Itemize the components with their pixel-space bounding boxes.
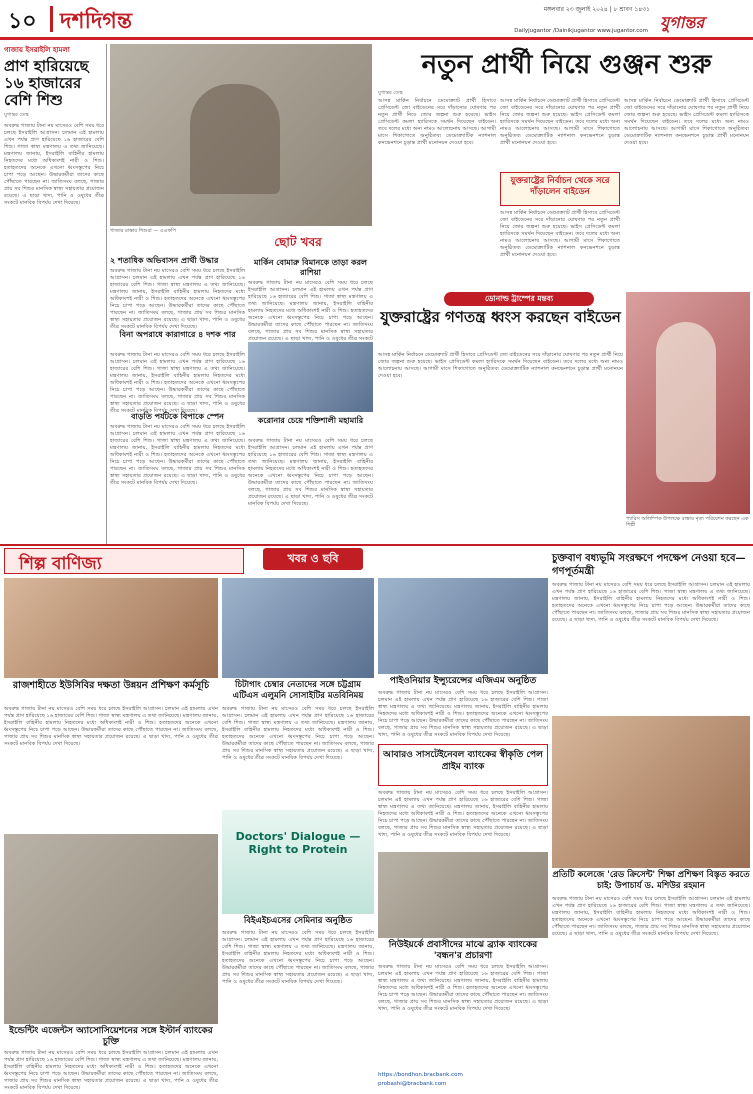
small-news-2-body: অবরুদ্ধ গাজায় টানা নয় মাসেরও বেশি সময় ধরে চলছে ইসরাইলি আগ্রাসন। চলমান এই হামলায় এখন পর্যন্ত প্রাণ হারিয়েছে ১৬ হাজারের বেশি শিশু। গাজা স্বাস্থ্য মন্ত্রণালয় এ তথ্য জানিয়েছে। মন্ত্রণালয় জানায়, ইসরাইলি বাহিনীর হামলায় নিহতদের মধ্যে অধিকাংশই নারী ও শিশু। হতাহতদের অনেকে এখনো ধ্বংসস্তূপের নিচে চাপা পড়ে আছেন। উদ্ধারকর্মীরা তাদের কাছে পৌঁছাতে পারছেন না। জাতিসংঘ বলছে, গাজার প্রায় সব শিশুর মানসিক স্বাস্থ্য সহায়তার প্রয়োজন রয়েছে। এ ছাড়া খাদ্য, পানি ও ওষুধের তীব্র সংকটে মানবিক বিপর্যয় দেখা দিয়েছে।	[110, 352, 245, 414]
story-prime: আবারও সাসটেইনেবল ব্যাংকের স্বীকৃতি পেল প্রাইম ব্যাংক	[383, 750, 543, 772]
left-story	[4, 44, 104, 544]
banner-text: Doctors' Dialogue — Right to Protein	[235, 830, 361, 856]
top-body-col1: আসন্ন মার্কিন নির্বাচনে ডেমোক্র্যাট প্রার্থী হিসাবে প্রেসিডেন্ট জো বাইডেনের সরে দাঁড়ানোর ঘোষণার পর নতুন প্রার্থী নিয়ে জোর জল্পনা শুরু হয়েছে। ভাইস প্রেসিডেন্ট কমলা হ্যারিসকে সমর্থন দিয়েছেন বাইডেন। তবে দলের মধ্যে অন্য নামও আলোচনায় আসছে। আগামী মাসে শিকাগোতে অনুষ্ঠিতব্য ডেমোক্র্যাটিক ন্যাশনাল কনভেনশনে চূড়ান্ত প্রার্থী মনোনয়ন দেওয়া হবে।	[378, 98, 496, 146]
story-college-body: অবরুদ্ধ গাজায় টানা নয় মাসেরও বেশি সময় ধরে চলছে ইসরাইলি আগ্রাসন। চলমান এই হামলায় এখন পর্যন্ত প্রাণ হারিয়েছে ১৬ হাজারের বেশি শিশু। গাজা স্বাস্থ্য মন্ত্রণালয় এ তথ্য জানিয়েছে। মন্ত্রণালয় জানায়, ইসরাইলি বাহিনীর হামলায় নিহতদের মধ্যে অধিকাংশই নারী ও শিশু। হতাহতদের অনেকে এখনো ধ্বংসস্তূপের নিচে চাপা পড়ে আছেন। উদ্ধারকর্মীরা তাদের কাছে পৌঁছাতে পারছেন না। জাতিসংঘ বলছে, গাজার প্রায় সব শিশুর মানসিক স্বাস্থ্য সহায়তার প্রয়োজন রয়েছে। এ ছাড়া খাদ্য, পানি ও ওষুধের তীব্র সংকটে মানবিক বিপর্যয় দেখা দিয়েছে।	[552, 896, 750, 937]
dancer-photo	[626, 292, 750, 514]
trump-body: আসন্ন মার্কিন নির্বাচনে ডেমোক্র্যাট প্রার্থী হিসাবে প্রেসিডেন্ট জো বাইডেনের সরে দাঁড়ানোর ঘোষণার পর নতুন প্রার্থী নিয়ে জোর জল্পনা শুরু হয়েছে। ভাইস প্রেসিডেন্ট কমলা হ্যারিসকে সমর্থন দিয়েছেন বাইডেন। তবে দলের মধ্যে অন্য নামও আলোচনায় আসছে। আগামী মাসে শিকাগোতে অনুষ্ঠিতব্য ডেমোক্র্যাটিক ন্যাশনাল কনভেনশনে চূড়ান্ত প্রার্থী মনোনয়ন দেওয়া হবে।	[378, 352, 623, 379]
brac-link[interactable]: https://bondhon.bracbank.com	[378, 1072, 463, 1078]
story-ministry-body: অবরুদ্ধ গাজায় টানা নয় মাসেরও বেশি সময় ধরে চলছে ইসরাইলি আগ্রাসন। চলমান এই হামলায় এখন পর্যন্ত প্রাণ হারিয়েছে ১৬ হাজারের বেশি শিশু। গাজা স্বাস্থ্য মন্ত্রণালয় এ তথ্য জানিয়েছে। মন্ত্রণালয় জানায়, ইসরাইলি বাহিনীর হামলায় নিহতদের মধ্যে অধিকাংশই নারী ও শিশু। হতাহতদের অনেকে এখনো ধ্বংসস্তূপের নিচে চাপা পড়ে আছেন। উদ্ধারকর্মীরা তাদের কাছে পৌঁছাতে পারছেন না। জাতিসংঘ বলছে, গাজার প্রায় সব শিশুর মানসিক স্বাস্থ্য সহায়তার প্রয়োজন রয়েছে। এ ছাড়া খাদ্য, পানি ও ওষুধের তীব্র সংকটে মানবিক বিপর্যয় দেখা দিয়েছে।	[552, 582, 750, 623]
left-kicker: গাজায় ইসরাইলি হামলা	[4, 46, 70, 54]
story-behs: বিইএইচএসের সেমিনার অনুষ্ঠিত	[243, 916, 353, 926]
business-section-label: শিল্প বাণিজ্য	[4, 548, 244, 574]
small-news-2: বিনা অপরাধে কারাগারে ৪ দশক পার	[119, 330, 236, 339]
top-body-col2: আসন্ন মার্কিন নির্বাচনে ডেমোক্র্যাট প্রার্থী হিসাবে প্রেসিডেন্ট জো বাইডেনের সরে দাঁড়ানোর ঘোষণার পর নতুন প্রার্থী নিয়ে জোর জল্পনা শুরু হয়েছে। ভাইস প্রেসিডেন্ট কমলা হ্যারিসকে সমর্থন দিয়েছেন বাইডেন। তবে দলের মধ্যে অন্য নামও আলোচনায় আসছে। আগামী মাসে শিকাগোতে অনুষ্ঠিতব্য ডেমোক্র্যাটিক ন্যাশনাল কনভেনশনে চূড়ান্ত প্রার্থী মনোনয়ন দেওয়া হবে।	[500, 98, 620, 146]
story-brac-body: অবরুদ্ধ গাজায় টানা নয় মাসেরও বেশি সময় ধরে চলছে ইসরাইলি আগ্রাসন। চলমান এই হামলায় এখন পর্যন্ত প্রাণ হারিয়েছে ১৬ হাজারের বেশি শিশু। গাজা স্বাস্থ্য মন্ত্রণালয় এ তথ্য জানিয়েছে। মন্ত্রণালয় জানায়, ইসরাইলি বাহিনীর হামলায় নিহতদের মধ্যে অধিকাংশই নারী ও শিশু। হতাহতদের অনেকে এখনো ধ্বংসস্তূপের নিচে চাপা পড়ে আছেন। উদ্ধারকর্মীরা তাদের কাছে পৌঁছাতে পারছেন না। জাতিসংঘ বলছে, গাজার প্রায় সব শিশুর মানসিক স্বাস্থ্য সহায়তার প্রয়োজন রয়েছে। এ ছাড়া খাদ্য, পানি ও ওষুধের তীব্র সংকটে মানবিক বিপর্যয় দেখা দিয়েছে।	[378, 964, 548, 1012]
story-ucb: রাজশাহীতে ইউসিবির দক্ষতা উন্নয়ন প্রশিক্ষণ কর্মসূচি	[12, 680, 210, 691]
top-body-col2b: আসন্ন মার্কিন নির্বাচনে ডেমোক্র্যাট প্রার্থী হিসাবে প্রেসিডেন্ট জো বাইডেনের সরে দাঁড়ানোর ঘোষণার পর নতুন প্রার্থী নিয়ে জোর জল্পনা শুরু হয়েছে। ভাইস প্রেসিডেন্ট কমলা হ্যারিসকে সমর্থন দিয়েছেন বাইডেন। তবে দলের মধ্যে অন্য নামও আলোচনায় আসছে। আগামী মাসে শিকাগোতে অনুষ্ঠিতব্য ডেমোক্র্যাটিক ন্যাশনাল কনভেনশনে চূড়ান্ত প্রার্থী মনোনয়ন দেওয়া হবে।	[500, 210, 620, 258]
left-headline: প্রাণ হারিয়েছে ১৬ হাজারের বেশি শিশু	[4, 57, 89, 109]
small-news-label: ছোট খবর	[274, 235, 322, 249]
small-news-1: ২ শতাধিক অভিবাসন প্রার্থী উদ্ধার	[110, 256, 219, 265]
small-news-1-body: অবরুদ্ধ গাজায় টানা নয় মাসেরও বেশি সময় ধরে চলছে ইসরাইলি আগ্রাসন। চলমান এই হামলায় এখন পর্যন্ত প্রাণ হারিয়েছে ১৬ হাজারের বেশি শিশু। গাজা স্বাস্থ্য মন্ত্রণালয় এ তথ্য জানিয়েছে। মন্ত্রণালয় জানায়, ইসরাইলি বাহিনীর হামলায় নিহতদের মধ্যে অধিকাংশই নারী ও শিশু। হতাহতদের অনেকে এখনো ধ্বংসস্তূপের নিচে চাপা পড়ে আছেন। উদ্ধারকর্মীরা তাদের কাছে পৌঁছাতে পারছেন না। জাতিসংঘ বলছে, গাজার প্রায় সব শিশুর মানসিক স্বাস্থ্য সহায়তার প্রয়োজন রয়েছে। এ ছাড়া খাদ্য, পানি ও ওষুধের তীব্র সংকটে মানবিক বিপর্যয় দেখা দিয়েছে।	[110, 268, 245, 330]
college-photo	[552, 716, 750, 868]
section-title: দশদিগন্ত	[60, 9, 133, 34]
story-ministry: চুক্তবাণ বধ্যভূমি সংরক্ষণে পদক্ষেপ নেওয়া হবে—গণপূর্তমন্ত্রী	[552, 553, 746, 577]
small-news-4: মার্কিন বোমারু বিমানকে তাড়া করল রাশিয়া	[254, 258, 367, 277]
small-news-5: করোনার চেয়ে শক্তিশালী মহামারি	[257, 416, 364, 425]
story-ebl-body: অবরুদ্ধ গাজায় টানা নয় মাসেরও বেশি সময় ধরে চলছে ইসরাইলি আগ্রাসন। চলমান এই হামলায় এখন পর্যন্ত প্রাণ হারিয়েছে ১৬ হাজারের বেশি শিশু। গাজা স্বাস্থ্য মন্ত্রণালয় এ তথ্য জানিয়েছে। মন্ত্রণালয় জানায়, ইসরাইলি বাহিনীর হামলায় নিহতদের মধ্যে অধিকাংশই নারী ও শিশু। হতাহতদের অনেকে এখনো ধ্বংসস্তূপের নিচে চাপা পড়ে আছেন। উদ্ধারকর্মীরা তাদের কাছে পৌঁছাতে পারছেন না। জাতিসংঘ বলছে, গাজার প্রায় সব শিশুর মানসিক স্বাস্থ্য সহায়তার প্রয়োজন রয়েছে। এ ছাড়া খাদ্য, পানি ও ওষুধের তীব্র সংকটে মানবিক বিপর্যয় দেখা দিয়েছে।	[4, 1050, 218, 1091]
photo-figure	[656, 322, 716, 482]
trump-headline: যুক্তরাষ্ট্রের গণতন্ত্র ধ্বংস করছেন বাইডেন	[380, 308, 621, 326]
small-news-4-body: অবরুদ্ধ গাজায় টানা নয় মাসেরও বেশি সময় ধরে চলছে ইসরাইলি আগ্রাসন। চলমান এই হামলায় এখন পর্যন্ত প্রাণ হারিয়েছে ১৬ হাজারের বেশি শিশু। গাজা স্বাস্থ্য মন্ত্রণালয় এ তথ্য জানিয়েছে। মন্ত্রণালয় জানায়, ইসরাইলি বাহিনীর হামলায় নিহতদের মধ্যে অধিকাংশই নারী ও শিশু। হতাহতদের অনেকে এখনো ধ্বংসস্তূপের নিচে চাপা পড়ে আছেন। উদ্ধারকর্মীরা তাদের কাছে পৌঁছাতে পারছেন না। জাতিসংঘ বলছে, গাজার প্রায় সব শিশুর মানসিক স্বাস্থ্য সহায়তার প্রয়োজন রয়েছে। এ ছাড়া খাদ্য, পানি ও ওষুধের তীব্র সংকটে	[248, 280, 373, 342]
story-chamber-body: অবরুদ্ধ গাজায় টানা নয় মাসেরও বেশি সময় ধরে চলছে ইসরাইলি আগ্রাসন। চলমান এই হামলায় এখন পর্যন্ত প্রাণ হারিয়েছে ১৬ হাজারের বেশি শিশু। গাজা স্বাস্থ্য মন্ত্রণালয় এ তথ্য জানিয়েছে। মন্ত্রণালয় জানায়, ইসরাইলি বাহিনীর হামলায় নিহতদের মধ্যে অধিকাংশই নারী ও শিশু। হতাহতদের অনেকে এখনো ধ্বংসস্তূপের নিচে চাপা পড়ে আছেন। উদ্ধারকর্মীরা তাদের কাছে পৌঁছাতে পারছেন না। জাতিসংঘ বলছে, গাজার প্রায় সব শিশুর মানসিক স্বাস্থ্য সহায়তার প্রয়োজন রয়েছে। এ ছাড়া খাদ্য, পানি ও ওষুধের তীব্র সংকটে মানবিক বিপর্যয় দেখা দিয়েছে।	[222, 706, 374, 761]
top-headline: নতুন প্রার্থী নিয়ে গুঞ্জন শুরু	[421, 50, 712, 80]
left-byline: যুগান্তর ডেস্ক	[4, 112, 29, 118]
story-ucb-body: অবরুদ্ধ গাজায় টানা নয় মাসেরও বেশি সময় ধরে চলছে ইসরাইলি আগ্রাসন। চলমান এই হামলায় এখন পর্যন্ত প্রাণ হারিয়েছে ১৬ হাজারের বেশি শিশু। গাজা স্বাস্থ্য মন্ত্রণালয় এ তথ্য জানিয়েছে। মন্ত্রণালয় জানায়, ইসরাইলি বাহিনীর হামলায় নিহতদের মধ্যে অধিকাংশই নারী ও শিশু। হতাহতদের অনেকে এখনো ধ্বংসস্তূপের নিচে চাপা পড়ে আছেন। উদ্ধারকর্মীরা তাদের কাছে পৌঁছাতে পারছেন না। জাতিসংঘ বলছে, গাজার প্রায় সব শিশুর মানসিক স্বাস্থ্য সহায়তার প্রয়োজন রয়েছে। এ ছাড়া খাদ্য, পানি ও ওষুধের তীব্র সংকটে মানবিক বিপর্যয় দেখা দিয়েছে।	[4, 706, 218, 747]
date-line: মঙ্গলবার ২৩ জুলাই ২০২৪ | ৮ শ্রাবণ ১৪৩১	[543, 6, 650, 13]
page-number: ১০	[8, 9, 37, 34]
newspaper-logo: যুগান্তর	[660, 13, 705, 32]
story-ebl: ইন্ডেন্টিং এজেন্টস অ্যাসোসিয়েশনের সঙ্গে ইস্টার্ন ব্যাংকের চুক্তি	[9, 1026, 213, 1047]
ebl-photo	[4, 834, 218, 1024]
inset-headline: যুক্তরাষ্ট্রের নির্বাচন থেকে সরে দাঁড়ালেন বাইডেন	[510, 176, 610, 197]
gaza-caption: গাজার রাস্তায় শিশুরা — এএফপি	[110, 228, 176, 234]
top-body-col3: আসন্ন মার্কিন নির্বাচনে ডেমোক্র্যাট প্রার্থী হিসাবে প্রেসিডেন্ট জো বাইডেনের সরে দাঁড়ানোর ঘোষণার পর নতুন প্রার্থী নিয়ে জোর জল্পনা শুরু হয়েছে। ভাইস প্রেসিডেন্ট কমলা হ্যারিসকে সমর্থন দিয়েছেন বাইডেন। তবে দলের মধ্যে অন্য নামও আলোচনায় আসছে। আগামী মাসে শিকাগোতে অনুষ্ঠিতব্য ডেমোক্র্যাটিক ন্যাশনাল কনভেনশনে চূড়ান্ত প্রার্থী মনোনয়ন দেওয়া হবে।	[624, 98, 749, 146]
chamber-photo	[222, 578, 374, 678]
story-pioneer-body: অবরুদ্ধ গাজায় টানা নয় মাসেরও বেশি সময় ধরে চলছে ইসরাইলি আগ্রাসন। চলমান এই হামলায় এখন পর্যন্ত প্রাণ হারিয়েছে ১৬ হাজারের বেশি শিশু। গাজা স্বাস্থ্য মন্ত্রণালয় এ তথ্য জানিয়েছে। মন্ত্রণালয় জানায়, ইসরাইলি বাহিনীর হামলায় নিহতদের মধ্যে অধিকাংশই নারী ও শিশু। হতাহতদের অনেকে এখনো ধ্বংসস্তূপের নিচে চাপা পড়ে আছেন। উদ্ধারকর্মীরা তাদের কাছে পৌঁছাতে পারছেন না। জাতিসংঘ বলছে, গাজার প্রায় সব শিশুর মানসিক স্বাস্থ্য সহায়তার প্রয়োজন রয়েছে। এ ছাড়া খাদ্য, পানি ও ওষুধের তীব্র সংকটে মানবিক বিপর্যয় দেখা দিয়েছে।	[378, 690, 548, 738]
story-pioneer: পাইওনিয়ার ইন্স্যুরেন্সের এজিএম অনুষ্ঠিত	[389, 676, 537, 686]
small-news-3-body: অবরুদ্ধ গাজায় টানা নয় মাসেরও বেশি সময় ধরে চলছে ইসরাইলি আগ্রাসন। চলমান এই হামলায় এখন পর্যন্ত প্রাণ হারিয়েছে ১৬ হাজারের বেশি শিশু। গাজা স্বাস্থ্য মন্ত্রণালয় এ তথ্য জানিয়েছে। মন্ত্রণালয় জানায়, ইসরাইলি বাহিনীর হামলায় নিহতদের মধ্যে অধিকাংশই নারী ও শিশু। হতাহতদের অনেকে এখনো ধ্বংসস্তূপের নিচে চাপা পড়ে আছেন। উদ্ধারকর্মীরা তাদের কাছে পৌঁছাতে পারছেন না। জাতিসংঘ বলছে, গাজার প্রায় সব শিশুর মানসিক স্বাস্থ্য সহায়তার প্রয়োজন রয়েছে। এ ছাড়া খাদ্য, পানি ও ওষুধের তীব্র সংকটে মানবিক বিপর্যয় দেখা দিয়েছে।	[110, 424, 245, 486]
social-links[interactable]: Dailyjugantor /Dainikjugantor www.jugantor.com	[514, 28, 648, 34]
dancer-caption: প্যারিস অলিম্পিক উপলক্ষে রাস্তায় নৃত্য পরিবেশন করছেন এক শিল্পী	[626, 516, 749, 528]
brac-email[interactable]: probashi@bracbank.com	[378, 1081, 447, 1087]
story-college: প্রতিটি কলেজে 'রেড ক্রিসেন্ট' শিক্ষা প্রশিক্ষণ বিস্তৃত করতে চাই: উপাচার্য ড. মশিউর রহমান	[552, 870, 750, 891]
top-byline: যুগান্তর ডেস্ক	[378, 90, 403, 96]
pioneer-photo	[378, 578, 548, 674]
brac-photo	[378, 852, 548, 938]
photo-figure	[190, 84, 280, 194]
story-brac: নিউইয়র্কে প্রবাসীদের মাঝে ব্র্যাক ব্যাংকের 'বন্ধন'র প্রচারণা	[388, 940, 538, 961]
small-news-5-body: অবরুদ্ধ গাজায় টানা নয় মাসেরও বেশি সময় ধরে চলছে ইসরাইলি আগ্রাসন। চলমান এই হামলায় এখন পর্যন্ত প্রাণ হারিয়েছে ১৬ হাজারের বেশি শিশু। গাজা স্বাস্থ্য মন্ত্রণালয় এ তথ্য জানিয়েছে। মন্ত্রণালয় জানায়, ইসরাইলি বাহিনীর হামলায় নিহতদের মধ্যে অধিকাংশই নারী ও শিশু। হতাহতদের অনেকে এখনো ধ্বংসস্তূপের নিচে চাপা পড়ে আছেন। উদ্ধারকর্মীরা তাদের কাছে পৌঁছাতে পারছেন না। জাতিসংঘ বলছে, গাজার প্রায় সব শিশুর মানসিক স্বাস্থ্য সহায়তার প্রয়োজন রয়েছে। এ ছাড়া খাদ্য, পানি ও ওষুধের তীব্র সংকটে মানবিক বিপর্যয় দেখা দিয়েছে।	[248, 438, 373, 507]
story-behs-body: অবরুদ্ধ গাজায় টানা নয় মাসেরও বেশি সময় ধরে চলছে ইসরাইলি আগ্রাসন। চলমান এই হামলায় এখন পর্যন্ত প্রাণ হারিয়েছে ১৬ হাজারের বেশি শিশু। গাজা স্বাস্থ্য মন্ত্রণালয় এ তথ্য জানিয়েছে। মন্ত্রণালয় জানায়, ইসরাইলি বাহিনীর হামলায় নিহতদের মধ্যে অধিকাংশই নারী ও শিশু। হতাহতদের অনেকে এখনো ধ্বংসস্তূপের নিচে চাপা পড়ে আছেন। উদ্ধারকর্মীরা তাদের কাছে পৌঁছাতে পারছেন না। জাতিসংঘ বলছে, গাজার প্রায় সব শিশুর মানসিক স্বাস্থ্য সহায়তার প্রয়োজন রয়েছে। এ ছাড়া খাদ্য, পানি ও ওষুধের তীব্র সংকটে মানবিক বিপর্যয় দেখা দিয়েছে।	[222, 930, 374, 985]
prime-box	[378, 744, 548, 786]
story-chamber: চিটাগাং চেম্বার নেতাদের সঙ্গে চট্টগ্রাম এটিএস এলুমনি সোসাইটির মতবিনিময়	[232, 680, 364, 701]
trump-label: ডোনাল্ড ট্রাম্পের মন্তব্য	[444, 292, 594, 306]
photo-news-label: খবর ও ছবি	[263, 548, 363, 570]
header-divider	[50, 6, 53, 32]
masked-photo	[248, 342, 373, 412]
small-news-3: বাড়তি পর্যটকে বিপাকে স্পেন	[131, 412, 224, 421]
page-header	[0, 0, 753, 40]
left-body: অবরুদ্ধ গাজায় টানা নয় মাসেরও বেশি সময় ধরে চলছে ইসরাইলি আগ্রাসন। চলমান এই হামলায় এখন পর্যন্ত প্রাণ হারিয়েছে ১৬ হাজারের বেশি শিশু। গাজা স্বাস্থ্য মন্ত্রণালয় এ তথ্য জানিয়েছে। মন্ত্রণালয় জানায়, ইসরাইলি বাহিনীর হামলায় নিহতদের মধ্যে অধিকাংশই নারী ও শিশু। হতাহতদের অনেকে এখনো ধ্বংসস্তূপের নিচে চাপা পড়ে আছেন। উদ্ধারকর্মীরা তাদের কাছে পৌঁছাতে পারছেন না। জাতিসংঘ বলছে, গাজার প্রায় সব শিশুর মানসিক স্বাস্থ্য সহায়তার প্রয়োজন রয়েছে। এ ছাড়া খাদ্য, পানি ও ওষুধের তীব্র সংকটে মানবিক বিপর্যয় দেখা দিয়েছে।	[4, 123, 104, 206]
ucb-photo	[4, 578, 218, 678]
story-prime-body: অবরুদ্ধ গাজায় টানা নয় মাসেরও বেশি সময় ধরে চলছে ইসরাইলি আগ্রাসন। চলমান এই হামলায় এখন পর্যন্ত প্রাণ হারিয়েছে ১৬ হাজারের বেশি শিশু। গাজা স্বাস্থ্য মন্ত্রণালয় এ তথ্য জানিয়েছে। মন্ত্রণালয় জানায়, ইসরাইলি বাহিনীর হামলায় নিহতদের মধ্যে অধিকাংশই নারী ও শিশু। হতাহতদের অনেকে এখনো ধ্বংসস্তূপের নিচে চাপা পড়ে আছেন। উদ্ধারকর্মীরা তাদের কাছে পৌঁছাতে পারছেন না। জাতিসংঘ বলছে, গাজার প্রায় সব শিশুর মানসিক স্বাস্থ্য সহায়তার প্রয়োজন রয়েছে। এ ছাড়া খাদ্য, পানি ও ওষুধের তীব্র সংকটে মানবিক বিপর্যয় দেখা দিয়েছে।	[378, 790, 548, 838]
doctors-dialogue-banner	[222, 810, 374, 914]
gaza-photo	[110, 44, 372, 226]
inset-box	[500, 172, 620, 206]
